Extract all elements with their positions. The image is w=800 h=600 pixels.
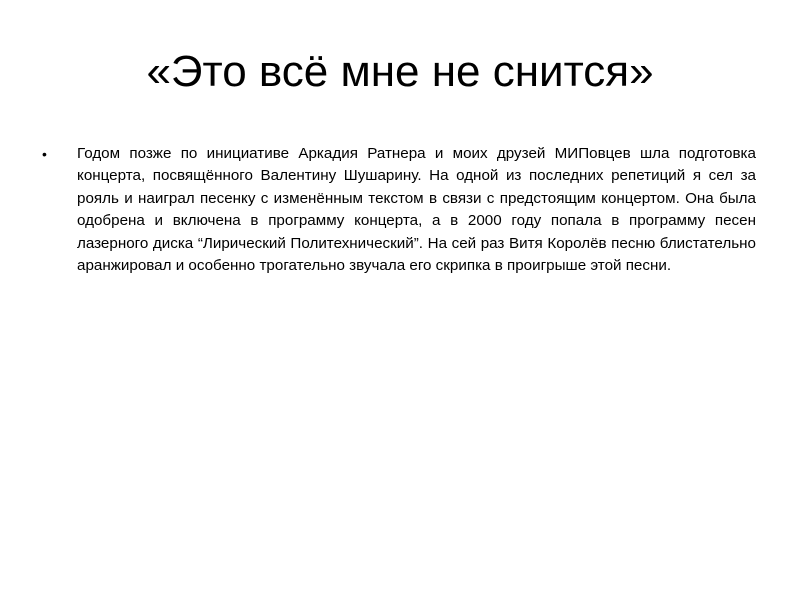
bullet-text: Годом позже по инициативе Аркадия Ратнера и моих друзей МИПовцев шла подготовка концерта, посвящённого Валентину Шушарину. На одной из последних репетиций я сел за рояль и наиграл песенку с изменённым текстом в связи с предстоящим концертом. Она была одобрена и включена в программу концерта, а в 2000 году попала в программу песен лазерного диска “Лирический Политехнический”. На сей раз Витя Королёв песню блистательно аранжировал и особенно трогательно звучала его скрипка в проигрыше этой песни. [77,145,756,275]
bullet-item [40,143,756,277]
bullet-list [40,143,756,277]
bullet-marker: • [42,146,47,162]
slide-title: «Это всё мне не снится» [146,47,654,96]
